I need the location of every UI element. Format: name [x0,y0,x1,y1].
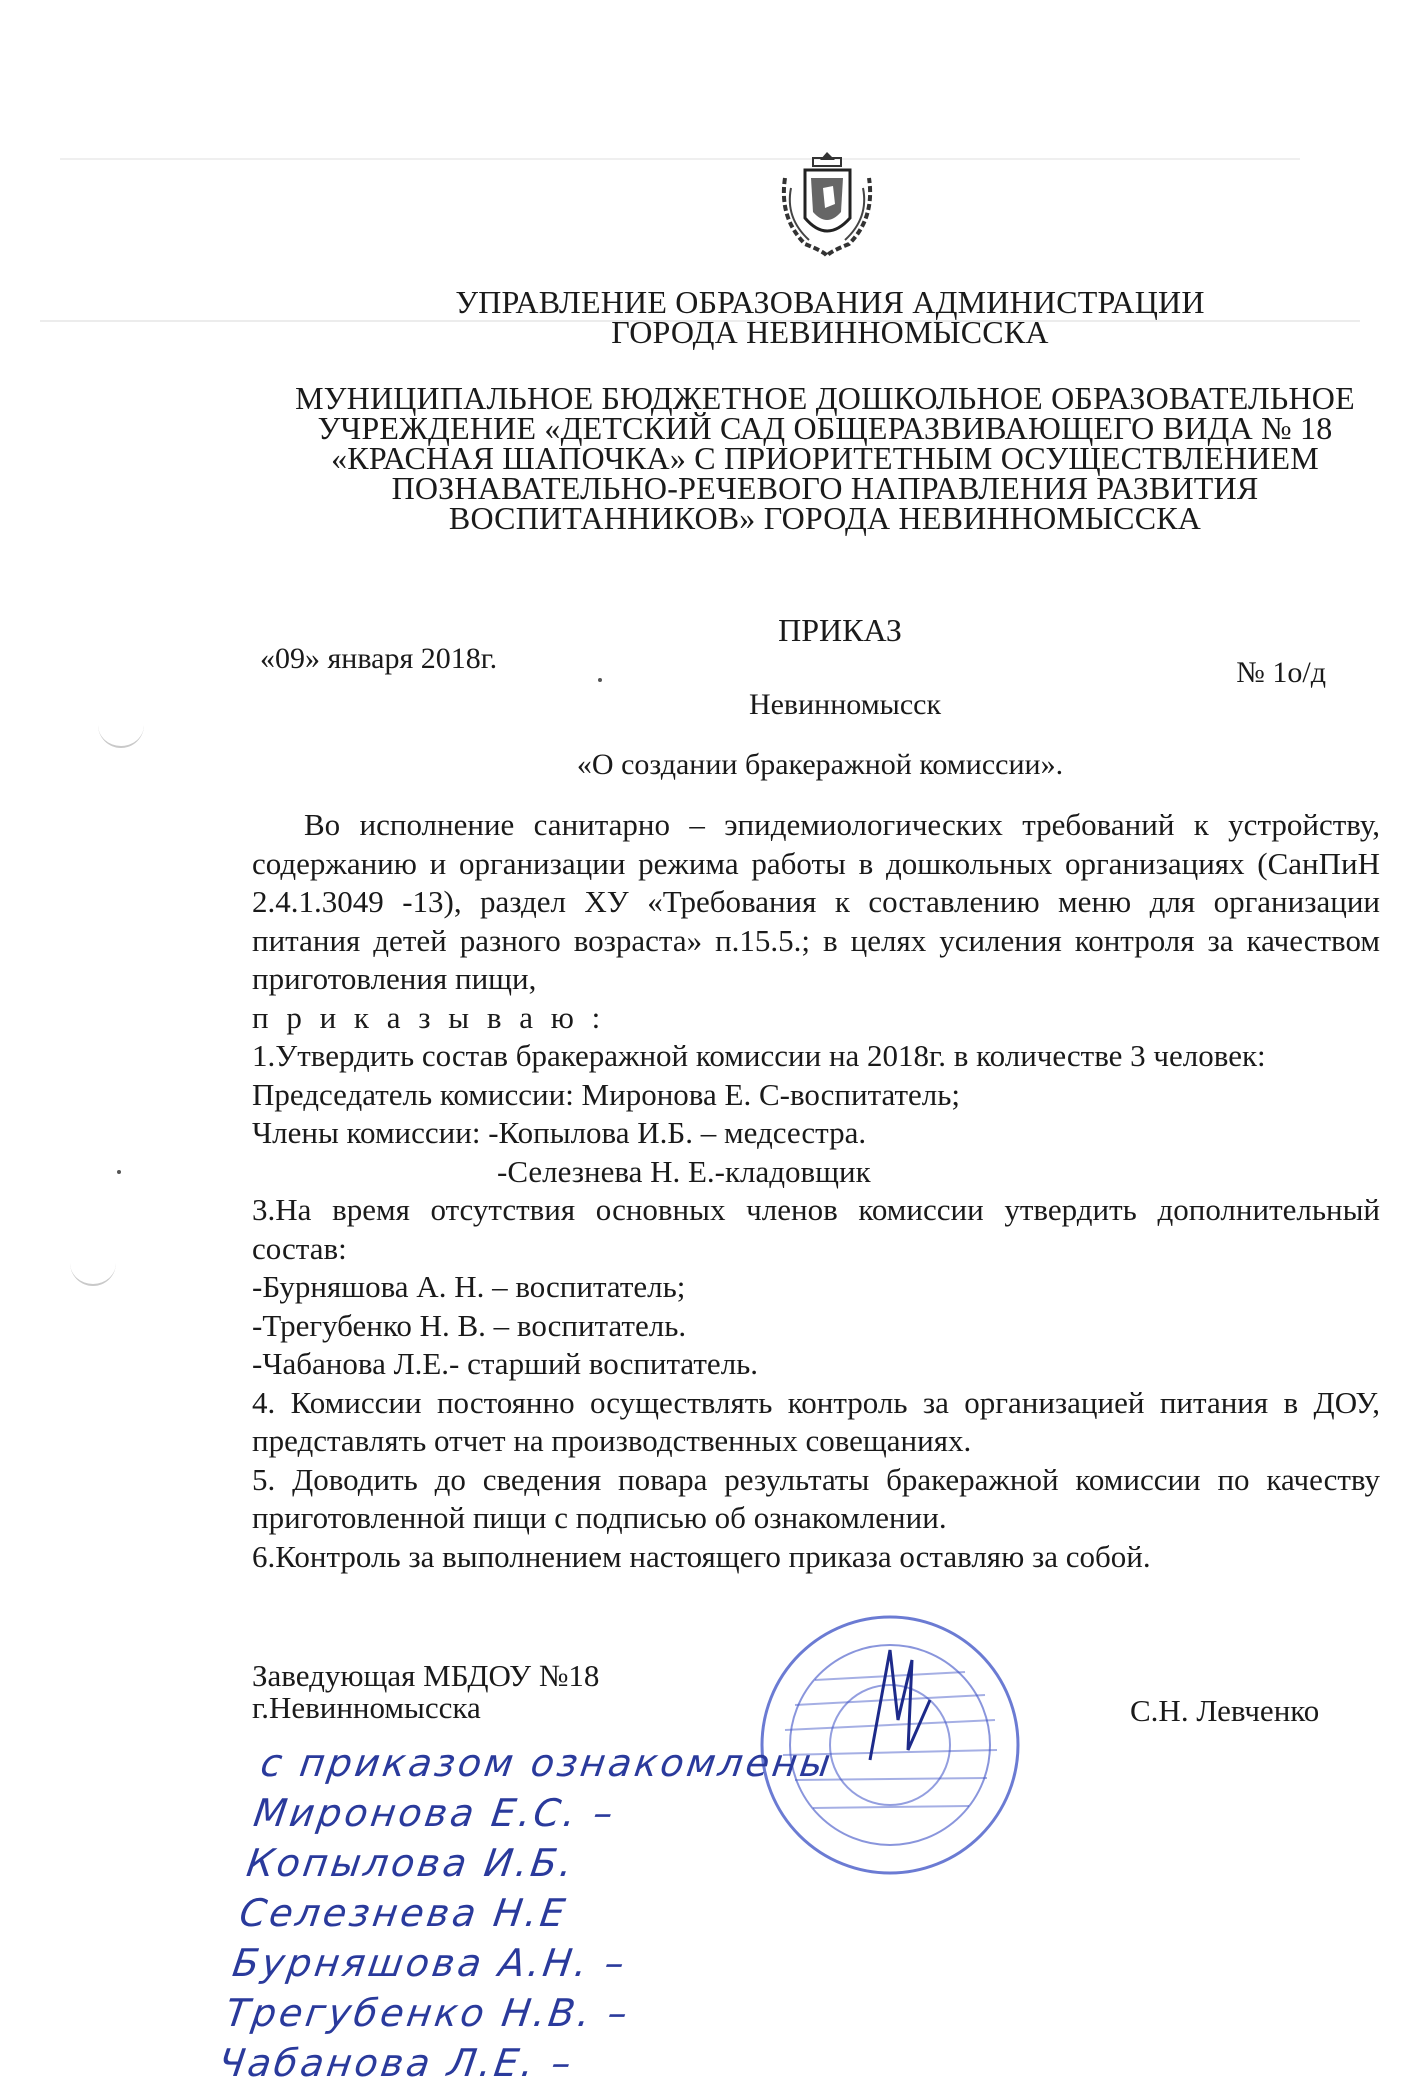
institution-line: ПОЗНАВАТЕЛЬНО-РЕЧЕВОГО НАПРАВЛЕНИЯ РАЗВИТИЯ [391,470,1259,506]
commission-chair: Председатель комиссии: Миронова Е. С-воспитатель; [252,1076,961,1112]
signatory-position [252,1660,599,1724]
department-header [400,284,1260,350]
department-line: ГОРОДА НЕВИННОМЫССКА [611,314,1049,350]
punch-hole-mark [70,1258,116,1286]
handwritten-line: Трегубенко Н.В. – [222,1991,634,2035]
handwritten-line: Бурняшова А.Н. – [229,1941,631,1985]
city-emblem-icon [775,148,880,260]
order-subject: «О создании бракеражной комиссии». [576,748,1064,781]
order-date: «09» января 2018г. [260,642,498,675]
handwritten-line: Селезнева Н.Е [236,1891,571,1935]
order-item-3: 3.На время отсутствия основных членов комиссии утвердить дополнительный состав: [252,1192,1380,1266]
scan-dot [117,1170,121,1174]
alternate-member: -Чабанова Л.Е.- старший воспитатель. [252,1346,759,1381]
scan-artifact [60,158,1300,160]
alternate-member: -Бурняшова А. Н. – воспитатель; [252,1269,686,1304]
handwritten-line: Чабанова Л.Е. – [215,2041,577,2085]
scan-dot [598,678,602,682]
order-item-5: 5. Доводить до сведения повара результаты бракеражной комиссии по качеству приготовленной пищи с подписью об ознакомлении. [252,1461,1380,1535]
order-title: ПРИКАЗ [778,612,902,648]
institution-line: УЧРЕЖДЕНИЕ «ДЕТСКИЙ САД ОБЩЕРАЗВИВАЮЩЕГО ВИДА № 18 [317,410,1333,446]
punch-hole-mark [98,720,144,748]
order-word: п р и к а з ы в а ю : [252,999,606,1035]
handwritten-line: Копылова И.Б. [243,1841,579,1885]
order-item-6: 6.Контроль за выполнением настоящего приказа оставляю за собой. [252,1538,1151,1574]
department-line: УПРАВЛЕНИЕ ОБРАЗОВАНИЯ АДМИНИСТРАЦИИ [455,284,1205,320]
alternate-member: -Трегубенко Н. В. – воспитатель. [252,1307,687,1343]
preamble-paragraph: Во исполнение санитарно – эпидемиологических требований к устройству, содержанию и организации режима работы в дошкольных организациях (СанПиН 2.4.1.3049 -13), раздел ХУ «Требования к составлению меню для организации питания детей разного возраста» п.15.5.; в целях усиления контроля за качеством приготовления пищи, [252,807,1380,996]
order-item-4: 4. Комиссии постоянно осуществлять контроль за организацией питания в ДОУ, представлять отчет на производственных совещаниях. [252,1384,1380,1458]
signatory-position-line: г.Невинномысска [252,1690,481,1725]
institution-header [240,380,1410,536]
handwritten-line: Миронова Е.С. – [250,1791,619,1835]
commission-members: Члены комиссии: -Копылова И.Б. – медсестра. [252,1115,867,1150]
institution-line: МУНИЦИПАЛЬНОЕ БЮДЖЕТНОЕ ДОШКОЛЬНОЕ ОБРАЗОВАТЕЛЬНОЕ [295,380,1355,416]
order-item-1: 1.Утвердить состав бракеражной комиссии на 2018г. в количестве 3 человек: [252,1038,1266,1073]
institution-line: ВОСПИТАННИКОВ» ГОРОДА НЕВИННОМЫССКА [448,500,1202,536]
signatory-position-line: Заведующая МБДОУ №18 [252,1658,600,1693]
handwritten-line: с приказом ознакомлены [257,1741,837,1785]
order-city: Невинномысск [748,688,942,721]
order-number: № 1о/д [1236,656,1326,689]
order-body [252,806,1380,1576]
signatory-name: С.Н. Левченко [1130,1693,1320,1728]
handwritten-note [215,1738,984,2088]
institution-line: «КРАСНАЯ ШАПОЧКА» С ПРИОРИТЕТНЫМ ОСУЩЕСТВЛЕНИЕМ [331,440,1319,476]
commission-member: -Селезнева Н. Е.-кладовщик [497,1153,871,1189]
